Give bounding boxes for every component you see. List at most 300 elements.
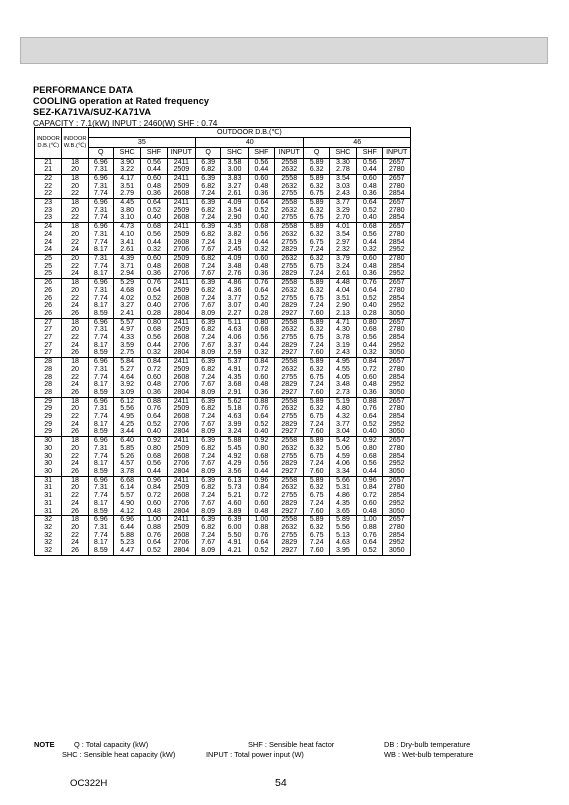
table-cell: 6.82: [196, 207, 221, 215]
table-cell: 2927: [275, 508, 304, 516]
table-cell: 6.96: [88, 397, 113, 405]
table-cell: 0.88: [357, 397, 383, 405]
table-cell: 26: [35, 279, 62, 287]
table-cell: 30: [35, 445, 62, 453]
table-cell: 6.39: [196, 437, 221, 445]
table-row: [35, 270, 411, 278]
table-cell: 23: [35, 207, 62, 215]
table-cell: 6.75: [304, 413, 329, 421]
table-cell: 2755: [275, 239, 304, 247]
table-row: [35, 397, 411, 405]
table-cell: 2854: [383, 532, 411, 540]
table-cell: 0.32: [248, 246, 274, 254]
table-cell: 0.92: [357, 437, 383, 445]
table-cell: 2755: [275, 532, 304, 540]
table-cell: 23: [35, 214, 62, 222]
table-cell: 4.10: [113, 231, 140, 239]
table-cell: 0.44: [357, 468, 383, 476]
table-cell: 26: [35, 302, 62, 310]
table-cell: 8.17: [88, 246, 113, 254]
table-cell: 4.35: [221, 374, 248, 382]
table-cell: 0.48: [357, 508, 383, 516]
table-cell: 0.76: [141, 405, 167, 413]
table-cell: 2927: [275, 310, 304, 318]
table-cell: 4.63: [329, 539, 356, 547]
table-cell: 4.17: [113, 174, 140, 182]
table-cell: 26: [62, 468, 88, 476]
table-cell: 0.64: [357, 413, 383, 421]
table-cell: 2829: [275, 302, 304, 310]
table-cell: 3050: [383, 389, 411, 397]
table-cell: 7.24: [196, 239, 221, 247]
table-row: [35, 295, 411, 303]
table-row: [35, 326, 411, 334]
table-cell: 3.10: [113, 214, 140, 222]
table-cell: 0.84: [141, 358, 167, 366]
table-cell: 2.32: [329, 246, 356, 254]
table-cell: 0.48: [248, 508, 274, 516]
table-cell: 7.24: [304, 500, 329, 508]
table-cell: 6.32: [304, 484, 329, 492]
table-cell: 6.75: [304, 239, 329, 247]
table-row: [35, 207, 411, 215]
table-cell: 2632: [275, 207, 304, 215]
table-cell: 2.90: [329, 302, 356, 310]
table-cell: 6.96: [88, 223, 113, 231]
table-cell: 22: [35, 174, 62, 182]
table-cell: 32: [35, 516, 62, 524]
table-cell: 7.31: [88, 166, 113, 174]
table-cell: 3.34: [329, 468, 356, 476]
table-cell: 24: [62, 421, 88, 429]
table-cell: 6.75: [304, 532, 329, 540]
table-row: [35, 318, 411, 326]
table-cell: 2509: [167, 287, 195, 295]
table-cell: 7.74: [88, 239, 113, 247]
table-cell: 4.73: [113, 223, 140, 231]
table-cell: 5.89: [304, 397, 329, 405]
table-cell: 7.67: [196, 302, 221, 310]
table-cell: 18: [62, 318, 88, 326]
table-cell: 0.72: [141, 366, 167, 374]
table-cell: 4.80: [329, 405, 356, 413]
table-cell: 7.31: [88, 231, 113, 239]
table-cell: 0.52: [357, 421, 383, 429]
table-cell: 2952: [383, 302, 411, 310]
table-cell: 0.40: [141, 214, 167, 222]
table-cell: 2780: [383, 366, 411, 374]
table-cell: 0.80: [248, 445, 274, 453]
table-cell: 28: [35, 389, 62, 397]
table-cell: 2804: [167, 547, 195, 555]
table-cell: 2509: [167, 231, 195, 239]
table-cell: 3.41: [113, 239, 140, 247]
table-cell: 0.56: [357, 460, 383, 468]
table-cell: 22: [62, 295, 88, 303]
table-cell: 20: [62, 445, 88, 453]
table-cell: 20: [62, 405, 88, 413]
table-cell: 0.36: [248, 270, 274, 278]
table-cell: 2558: [275, 397, 304, 405]
table-cell: 3.27: [221, 183, 248, 191]
table-cell: 7.60: [304, 508, 329, 516]
table-cell: 2558: [275, 318, 304, 326]
table-cell: 0.40: [141, 428, 167, 436]
table-cell: 6.13: [221, 476, 248, 484]
table-cell: 30: [35, 437, 62, 445]
table-cell: 2509: [167, 166, 195, 174]
table-cell: 0.56: [248, 460, 274, 468]
table-cell: 0.84: [357, 484, 383, 492]
table-cell: 0.68: [248, 326, 274, 334]
table-cell: 27: [35, 326, 62, 334]
table-cell: 0.52: [141, 421, 167, 429]
table-cell: 5.57: [113, 492, 140, 500]
table-cell: 5.18: [221, 405, 248, 413]
table-cell: 6.32: [304, 326, 329, 334]
table-cell: 2854: [383, 239, 411, 247]
table-cell: 0.64: [141, 199, 167, 207]
table-cell: 0.48: [248, 381, 274, 389]
table-cell: 18: [62, 516, 88, 524]
table-cell: 2755: [275, 214, 304, 222]
table-cell: 0.64: [141, 413, 167, 421]
table-cell: 0.28: [141, 310, 167, 318]
table-cell: 22: [35, 190, 62, 198]
table-cell: 2509: [167, 445, 195, 453]
table-cell: 2706: [167, 500, 195, 508]
table-cell: 2706: [167, 539, 195, 547]
table-cell: 1.00: [357, 516, 383, 524]
table-cell: 2558: [275, 223, 304, 231]
table-cell: 2632: [275, 255, 304, 263]
table-cell: 0.68: [357, 453, 383, 461]
table-cell: 0.40: [357, 214, 383, 222]
table-cell: 0.52: [141, 207, 167, 215]
table-cell: 0.96: [357, 476, 383, 484]
table-cell: 8.09: [196, 428, 221, 436]
table-cell: 26: [35, 295, 62, 303]
table-cell: 8.59: [88, 389, 113, 397]
table-cell: 2952: [383, 246, 411, 254]
table-cell: 6.32: [304, 287, 329, 295]
table-cell: 8.17: [88, 270, 113, 278]
table-cell: 0.84: [248, 484, 274, 492]
table-cell: 0.60: [357, 500, 383, 508]
table-cell: 4.09: [221, 255, 248, 263]
table-cell: 3.51: [329, 295, 356, 303]
table-cell: 5.89: [304, 516, 329, 524]
table-cell: 2558: [275, 516, 304, 524]
table-cell: 6.39: [196, 318, 221, 326]
table-cell: 20: [62, 484, 88, 492]
table-cell: 2411: [167, 279, 195, 287]
table-row: [35, 223, 411, 231]
table-cell: 20: [62, 183, 88, 191]
table-cell: 0.76: [248, 532, 274, 540]
table-cell: 2657: [383, 476, 411, 484]
table-cell: 4.97: [113, 326, 140, 334]
table-row: [35, 460, 411, 468]
table-cell: 3050: [383, 508, 411, 516]
table-cell: 2558: [275, 358, 304, 366]
table-cell: 2411: [167, 318, 195, 326]
table-cell: 6.75: [304, 263, 329, 271]
page-number: 54: [275, 777, 287, 789]
table-cell: 20: [62, 287, 88, 295]
table-cell: 6.82: [196, 183, 221, 191]
table-row: [35, 389, 411, 397]
table-cell: 0.52: [141, 547, 167, 555]
table-cell: 4.68: [113, 287, 140, 295]
table-cell: 4.86: [221, 279, 248, 287]
table-cell: 2.91: [221, 389, 248, 397]
table-cell: 26: [62, 389, 88, 397]
table-cell: 0.52: [248, 295, 274, 303]
table-cell: 3.92: [113, 381, 140, 389]
table-cell: 4.48: [329, 279, 356, 287]
table-cell: 0.44: [248, 468, 274, 476]
table-cell: 0.88: [141, 524, 167, 532]
table-cell: 6.82: [196, 287, 221, 295]
table-cell: 0.44: [141, 239, 167, 247]
table-cell: 6.75: [304, 334, 329, 342]
indoor-wb-header: [62, 128, 88, 159]
table-cell: 2780: [383, 287, 411, 295]
table-cell: 0.64: [248, 199, 274, 207]
table-cell: 4.55: [329, 366, 356, 374]
table-cell: 18: [62, 437, 88, 445]
sub-header-shf: SHF: [248, 148, 274, 158]
table-row: [35, 302, 411, 310]
table-cell: 5.50: [221, 532, 248, 540]
table-cell: 25: [35, 255, 62, 263]
table-cell: 7.74: [88, 413, 113, 421]
table-cell: 0.32: [248, 349, 274, 357]
table-cell: 24: [35, 239, 62, 247]
performance-table: [34, 127, 411, 556]
table-cell: 0.36: [248, 190, 274, 198]
table-cell: 2952: [383, 539, 411, 547]
table-row: [35, 524, 411, 532]
table-cell: 4.25: [113, 421, 140, 429]
table-cell: 3.19: [329, 342, 356, 350]
table-cell: 8.59: [88, 547, 113, 555]
table-cell: 0.36: [357, 270, 383, 278]
table-cell: 0.44: [248, 342, 274, 350]
table-cell: 2411: [167, 516, 195, 524]
table-cell: 2632: [275, 524, 304, 532]
table-cell: 3.19: [221, 239, 248, 247]
table-cell: 0.68: [248, 453, 274, 461]
table-cell: 0.64: [141, 287, 167, 295]
table-cell: 2411: [167, 199, 195, 207]
table-cell: 0.96: [141, 476, 167, 484]
table-cell: 1.00: [141, 516, 167, 524]
table-body: [35, 158, 411, 555]
table-cell: 6.82: [196, 166, 221, 174]
table-row: [35, 239, 411, 247]
table-cell: 3.80: [113, 207, 140, 215]
table-cell: 5.56: [113, 405, 140, 413]
table-cell: 2927: [275, 428, 304, 436]
table-cell: 6.39: [196, 223, 221, 231]
table-cell: 0.60: [248, 174, 274, 182]
table-cell: 5.29: [113, 279, 140, 287]
table-cell: 2706: [167, 246, 195, 254]
table-cell: 0.72: [141, 492, 167, 500]
table-cell: 7.74: [88, 263, 113, 271]
table-cell: 2780: [383, 255, 411, 263]
table-cell: 6.82: [196, 255, 221, 263]
table-cell: 0.60: [357, 174, 383, 182]
table-cell: 7.24: [196, 453, 221, 461]
table-cell: 4.01: [329, 223, 356, 231]
table-cell: 2.90: [221, 214, 248, 222]
table-cell: 18: [62, 279, 88, 287]
table-cell: 7.24: [304, 460, 329, 468]
table-cell: 27: [35, 318, 62, 326]
document-code: OC322H: [70, 778, 108, 789]
table-cell: 18: [62, 199, 88, 207]
table-cell: 3.27: [113, 302, 140, 310]
table-cell: 0.88: [141, 397, 167, 405]
table-cell: 24: [35, 223, 62, 231]
table-cell: 26: [62, 428, 88, 436]
table-cell: 0.32: [141, 246, 167, 254]
table-cell: 2804: [167, 349, 195, 357]
table-cell: 6.75: [304, 214, 329, 222]
table-row: [35, 214, 411, 222]
table-cell: 2608: [167, 374, 195, 382]
table-cell: 2706: [167, 421, 195, 429]
table-cell: 6.32: [304, 166, 329, 174]
table-cell: 0.44: [248, 166, 274, 174]
sub-header-shc: SHC: [221, 148, 248, 158]
table-cell: 5.11: [221, 318, 248, 326]
table-cell: 3.24: [221, 428, 248, 436]
table-cell: 2.43: [329, 190, 356, 198]
table-cell: 3.59: [113, 342, 140, 350]
table-cell: 26: [35, 287, 62, 295]
table-cell: 4.02: [113, 295, 140, 303]
table-cell: 7.24: [304, 246, 329, 254]
table-cell: 7.60: [304, 349, 329, 357]
table-cell: 3.00: [221, 166, 248, 174]
table-cell: 6.96: [88, 437, 113, 445]
table-cell: 3.77: [329, 199, 356, 207]
table-cell: 0.52: [248, 421, 274, 429]
table-cell: 29: [35, 413, 62, 421]
table-cell: 8.59: [88, 428, 113, 436]
outdoor-db-header: OUTDOOR D.B.(℃): [88, 128, 410, 138]
table-row: [35, 166, 411, 174]
table-cell: 31: [35, 476, 62, 484]
table-cell: 30: [35, 468, 62, 476]
table-cell: 7.24: [304, 342, 329, 350]
table-cell: 0.56: [357, 158, 383, 166]
table-cell: 20: [62, 255, 88, 263]
table-cell: 2854: [383, 190, 411, 198]
table-cell: 2854: [383, 295, 411, 303]
table-cell: 2854: [383, 334, 411, 342]
table-cell: 3.29: [329, 207, 356, 215]
table-cell: 0.76: [141, 279, 167, 287]
table-cell: 2558: [275, 174, 304, 182]
table-cell: 4.86: [329, 492, 356, 500]
table-cell: 2608: [167, 295, 195, 303]
table-cell: 24: [35, 246, 62, 254]
table-cell: 20: [62, 326, 88, 334]
table-cell: 2755: [275, 374, 304, 382]
table-cell: 2608: [167, 190, 195, 198]
table-cell: 5.13: [329, 532, 356, 540]
table-cell: 22: [62, 374, 88, 382]
table-cell: 0.44: [357, 239, 383, 247]
table-cell: 4.21: [221, 547, 248, 555]
table-cell: 2829: [275, 500, 304, 508]
table-cell: 2927: [275, 468, 304, 476]
note-label: NOTE: [34, 740, 55, 749]
table-cell: 2509: [167, 255, 195, 263]
table-cell: 2804: [167, 428, 195, 436]
table-row: [35, 263, 411, 271]
table-cell: 7.24: [304, 539, 329, 547]
table-cell: 30: [35, 460, 62, 468]
table-cell: 22: [62, 334, 88, 342]
table-cell: 2608: [167, 492, 195, 500]
table-cell: 6.32: [304, 207, 329, 215]
table-cell: 7.24: [304, 270, 329, 278]
table-cell: 2952: [383, 500, 411, 508]
table-cell: 2804: [167, 389, 195, 397]
table-cell: 2780: [383, 166, 411, 174]
table-cell: 0.84: [248, 358, 274, 366]
table-cell: 5.06: [329, 445, 356, 453]
table-cell: 24: [62, 246, 88, 254]
table-cell: 0.32: [141, 349, 167, 357]
table-cell: 0.52: [248, 547, 274, 555]
sub-header-shc: SHC: [329, 148, 356, 158]
table-row: [35, 508, 411, 516]
table-cell: 20: [62, 207, 88, 215]
table-cell: 8.09: [196, 310, 221, 318]
table-cell: 0.52: [248, 207, 274, 215]
table-cell: 8.17: [88, 539, 113, 547]
table-cell: 31: [35, 500, 62, 508]
table-cell: 24: [62, 302, 88, 310]
table-cell: 6.32: [304, 445, 329, 453]
table-cell: 2927: [275, 547, 304, 555]
table-cell: 3.56: [221, 468, 248, 476]
table-cell: 4.92: [221, 453, 248, 461]
table-cell: 18: [62, 158, 88, 166]
table-cell: 0.80: [141, 318, 167, 326]
table-cell: 4.91: [221, 539, 248, 547]
note-shf: SHF : Sensible heat factor: [248, 740, 335, 749]
table-cell: 2509: [167, 207, 195, 215]
table-cell: 2854: [383, 413, 411, 421]
table-cell: 6.32: [304, 183, 329, 191]
table-cell: 7.24: [196, 334, 221, 342]
table-cell: 5.89: [304, 199, 329, 207]
table-cell: 0.72: [248, 366, 274, 374]
heading-model: SEZ-KA71VA/SUZ-KA71VA: [33, 107, 152, 117]
table-cell: 2632: [275, 183, 304, 191]
table-cell: 0.64: [248, 539, 274, 547]
table-cell: 26: [62, 547, 88, 555]
table-cell: 2608: [167, 453, 195, 461]
